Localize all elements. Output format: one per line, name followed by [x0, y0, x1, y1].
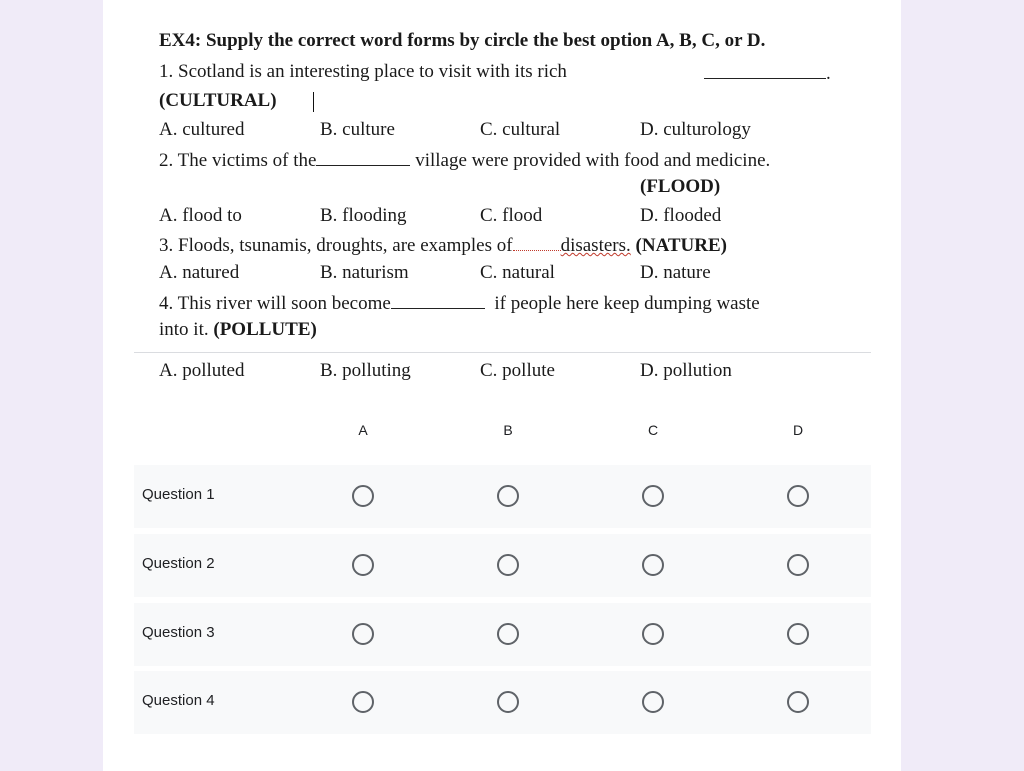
blank-line: [704, 61, 826, 79]
radio-q2-a[interactable]: [352, 554, 374, 576]
question-4-text: 4. This river will soon become if people here keep dumping waste: [159, 293, 760, 314]
blank-line: [513, 233, 561, 251]
blank-line: [316, 148, 410, 166]
column-header-c: C: [647, 422, 659, 438]
radio-q1-c[interactable]: [642, 485, 664, 507]
hint-nature: (NATURE): [635, 235, 727, 256]
radio-q2-c[interactable]: [642, 554, 664, 576]
radio-q3-c[interactable]: [642, 623, 664, 645]
radio-q4-c[interactable]: [642, 691, 664, 713]
question-1-text: 1. Scotland is an interesting place to visit with its rich: [159, 61, 567, 82]
grid-row-question-4: [134, 671, 871, 734]
row-label: Question 2: [142, 555, 215, 572]
row-label: Question 3: [142, 624, 215, 641]
grid-row-question-2: [134, 534, 871, 597]
blank-line: [391, 291, 485, 309]
grid-row-question-3: [134, 603, 871, 666]
column-header-d: D: [792, 422, 804, 438]
row-label: Question 4: [142, 692, 215, 709]
column-header-a: A: [358, 422, 368, 438]
radio-q1-b[interactable]: [497, 485, 519, 507]
column-header-b: B: [503, 422, 513, 438]
hint-flood: (FLOOD): [640, 176, 721, 197]
question-2-text: 2. The victims of the village were provided with food and medicine.: [159, 150, 771, 171]
radio-q2-d[interactable]: [787, 554, 809, 576]
radio-q3-a[interactable]: [352, 623, 374, 645]
text-cursor: [313, 92, 314, 112]
radio-q4-a[interactable]: [352, 691, 374, 713]
radio-q1-a[interactable]: [352, 485, 374, 507]
image-divider: [134, 352, 871, 353]
radio-q3-b[interactable]: [497, 623, 519, 645]
hint-cultural: (CULTURAL): [159, 90, 277, 111]
grid-row-question-1: [134, 465, 871, 528]
hint-pollute: (POLLUTE): [213, 319, 317, 340]
exercise-title: EX4: Supply the correct word forms by circle the best option A, B, C, or D.: [159, 30, 766, 51]
row-label: Question 1: [142, 486, 215, 503]
question-3-text: 3. Floods, tsunamis, droughts, are examples of disasters. (NATURE): [159, 235, 727, 256]
radio-q4-b[interactable]: [497, 691, 519, 713]
radio-q1-d[interactable]: [787, 485, 809, 507]
radio-q2-b[interactable]: [497, 554, 519, 576]
radio-q3-d[interactable]: [787, 623, 809, 645]
radio-q4-d[interactable]: [787, 691, 809, 713]
